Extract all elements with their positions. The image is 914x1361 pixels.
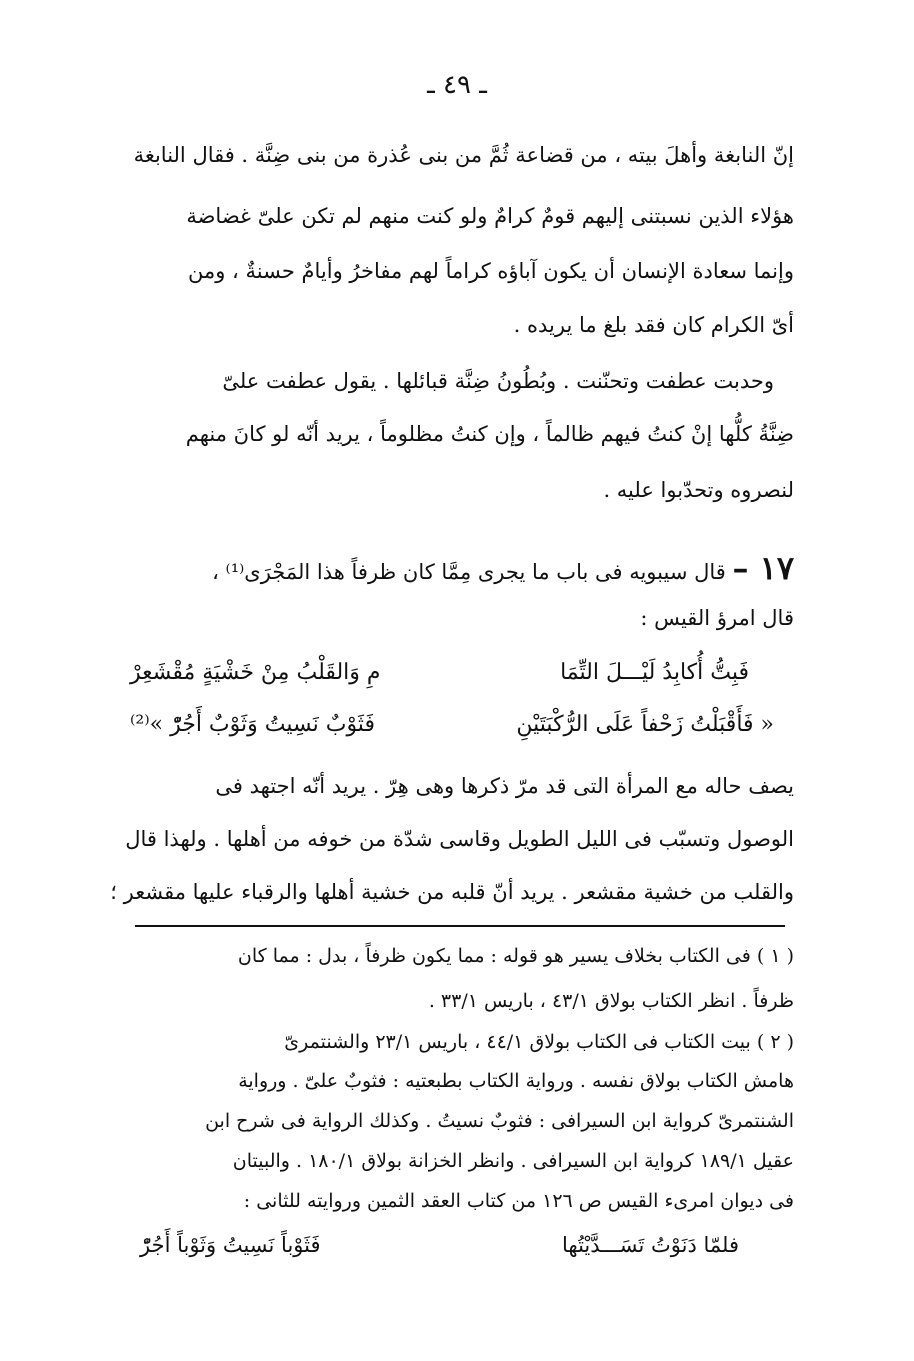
verse-2-first-hemistich: « فَأَقْبَلْتُ زَحْفاً عَلَى الرُّكْبَتَيْنِ [516,712,774,737]
footnote-line-1: ( ١ ) فى الكتاب بخلاف يسير هو قوله : مما يكون ظرفاً ، بدل : مما كان [237,945,794,967]
paragraph1-line-3: وإنما سعادة الإنسان أن يكون آباؤه كراماً لهم مفاخرُ وأيامٌ حسنةٌ ، ومن [188,259,794,283]
paragraph2-line-2: ضِنَّةُ كلُّها إنْ كنتُ فيهم ظالماً ، وإن كنتُ مظلوماً ، يريد أنّه لو كانَ منهم [185,422,794,446]
footnote-verse-first-hemistich: فلمّا دَنَوْتُ تَسَـــدَّيْتُها [561,1233,739,1257]
paragraph2-line-1: وحدبت عطفت وتحنّنت . وبُطُونُ ضِنَّة قبائلها . يقول عطفت علىّ [222,369,774,393]
footnote-line-7: فى ديوان امرىء القيس ص ١٢٦ من كتاب العقد الثمين وروايته للثانى : [243,1190,794,1212]
paragraph2-line-3: لنصروه وتحدّبوا عليه . [603,478,794,502]
section-17-heading [212,548,794,590]
page-number: ـ ٤٩ ـ [427,70,487,100]
verse-1-first-hemistich: فَبِتُّ أُكابِدُ لَيْـــلَ التِّمَا [560,660,749,685]
paragraph1-line-1: إنّ النابغة وأهلَ بيته ، من قضاعة ثُمَّ من بنى عُذرة من بنى ضِنَّة . فقال النابغة [133,143,794,167]
footnote-line-5: الشنتمرىّ كرواية ابن السيرافى : فثوبٌ نسيتُ . وكذلك الرواية فى شرح ابن [205,1110,794,1132]
paragraph3-line-2: الوصول وتسبّب فى الليل الطويل وقاسى شدّة من خوفه من أهلها . ولهذا قال [125,827,794,851]
footnote-line-2: ظرفاً . انظر الكتاب بولاق ٤٣/١ ، باريس ٣٣/١ . [428,990,794,1012]
footnote-verse-second-hemistich: فَثَوْباً نَسِيتُ وَثَوْباً أَجُرّْ [140,1233,321,1257]
footnote-line-6: عقيل ١٨٩/١ كرواية ابن السيرافى . وانظر الخزانة بولاق ١٨٠/١ . والبيتان [232,1150,794,1172]
footnote-line-3: ( ٢ ) بيت الكتاب فى الكتاب بولاق ٤٤/١ ، باريس ٢٣/١ والشنتمرىّ [284,1031,794,1053]
verse-1-second-hemistich: مِ وَالقَلْبُ مِنْ خَشْيَةٍ مُقْشَعِرْ [130,660,381,685]
paragraph1-line-2: هؤلاء الذين نسبتنى إليهم قومٌ كرامٌ ولو كنت منهم لم تكن علىّ غضاضة [186,204,794,228]
paragraph3-line-3: والقلب من خشية مقشعر . يريد أنّ قلبه من خشية أهلها والرقباء عليها مقشعر ؛ [110,880,794,904]
verse-2-second-hemistich: فَثَوْبٌ نَسِيتُ وَثَوْبٌ أَجُرّْ »⁽²⁾ [130,712,375,737]
paragraph3-line-1: يصف حاله مع المرأة التى قد مرّ ذكرها وهى هِرّ . يريد أنّه اجتهد فى [215,774,794,798]
footnote-line-4: هامش الكتاب بولاق نفسه . ورواية الكتاب بطبعتيه : فثوبٌ علىّ . ورواية [238,1070,794,1092]
paragraph1-line-4: أىّ الكرام كان فقد بلغ ما يريده . [513,313,794,337]
footnote-separator [135,925,785,927]
section-text: قال سيبويه فى باب ما يجرى مِمَّا كان ظرفاً هذا المَجْرَى⁽¹⁾ ، [212,560,726,584]
section-speaker: قال امرؤ القيس : [640,606,794,630]
section-number: ١٧ – [732,549,794,587]
